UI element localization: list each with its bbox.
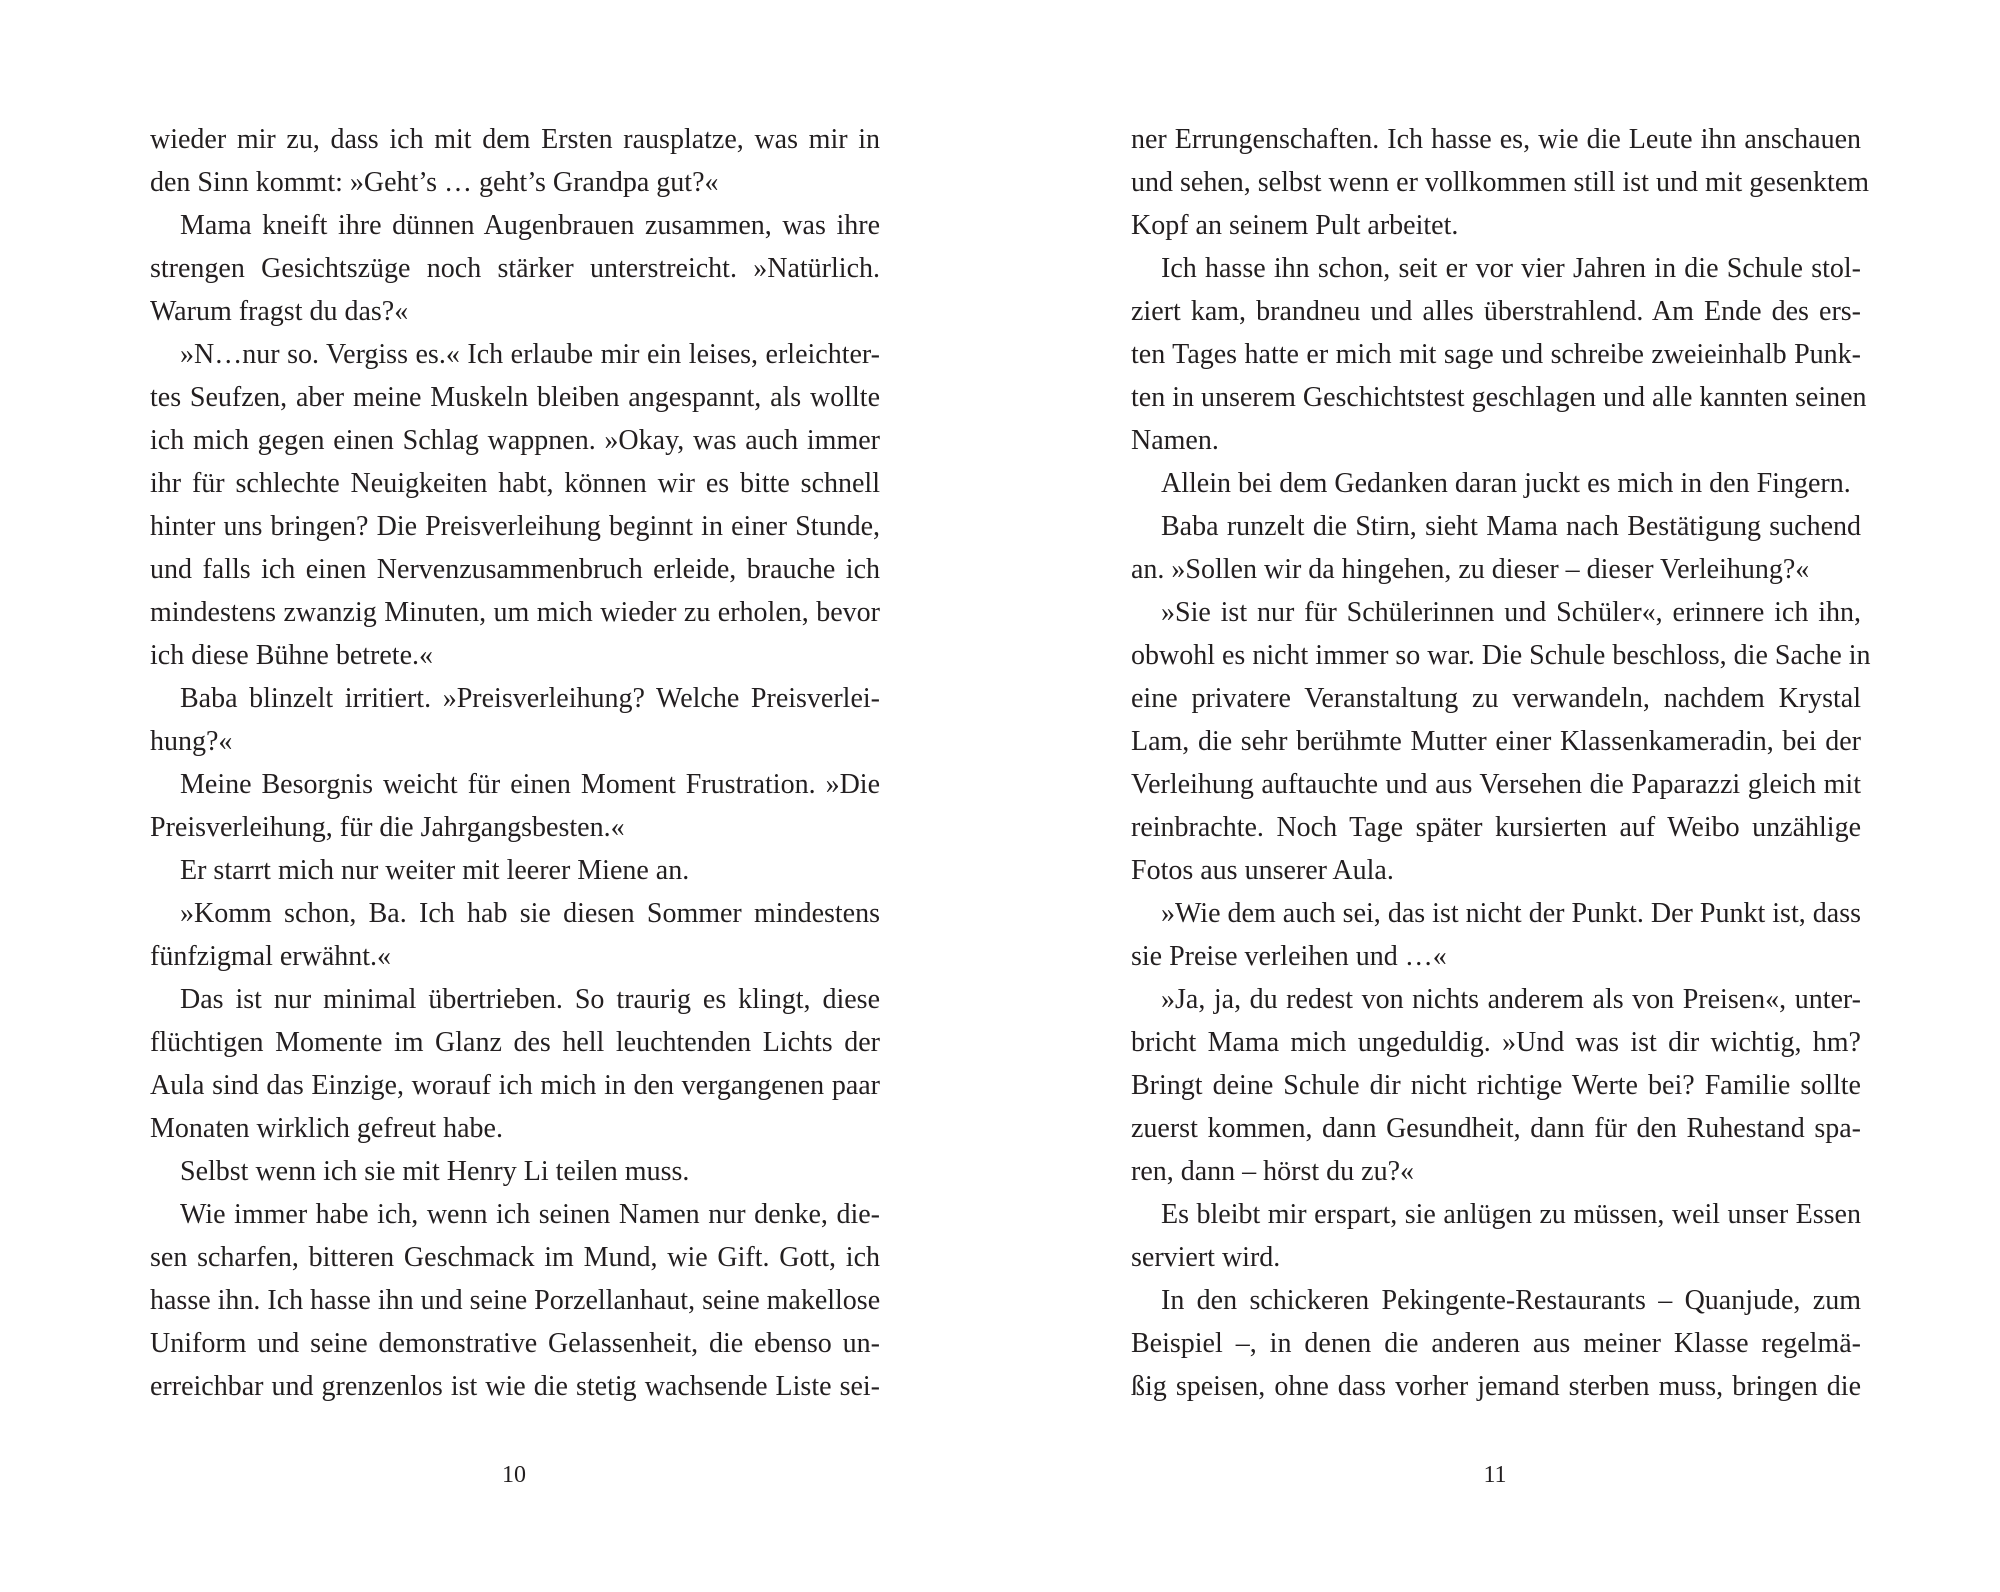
page-number-right: 11 — [1483, 1462, 1507, 1488]
left-page — [150, 118, 880, 1408]
text-line: Uniform und seine demonstrative Gelassenheit, die ebenso un- — [150, 1328, 880, 1359]
text-line: sie Preise verleihen und …« — [1131, 941, 1447, 972]
text-line: und sehen, selbst wenn er vollkommen still ist und mit gesenktem — [1131, 167, 1870, 198]
text-line: bricht Mama mich ungeduldig. »Und was ist dir wichtig, hm? — [1131, 1027, 1861, 1058]
text-line: Kopf an seinem Pult arbeitet. — [1131, 210, 1459, 241]
right-page — [1131, 118, 1871, 1408]
text-line: an. »Sollen wir da hingehen, zu dieser – dieser Verleihung?« — [1131, 554, 1810, 585]
text-line: »N…nur so. Vergiss es.« Ich erlaube mir ein leises, erleichter- — [180, 339, 880, 370]
text-line: sen scharfen, bitteren Geschmack im Mund, wie Gift. Gott, ich — [150, 1242, 880, 1273]
text-line: »Sie ist nur für Schülerinnen und Schüler«, erinnere ich ihn, — [1161, 597, 1861, 628]
text-line: ner Errungenschaften. Ich hasse es, wie die Leute ihn anschauen — [1131, 124, 1861, 155]
text-line: Monaten wirklich gefreut habe. — [150, 1113, 503, 1144]
text-line: »Komm schon, Ba. Ich hab sie diesen Sommer mindestens — [180, 898, 880, 929]
text-line: mindestens zwanzig Minuten, um mich wieder zu erholen, bevor — [150, 597, 880, 628]
text-line: den Sinn kommt: »Geht’s … geht’s Grandpa gut?« — [150, 167, 719, 198]
text-line: hung?« — [150, 726, 233, 757]
text-line: Wie immer habe ich, wenn ich seinen Namen nur denke, die- — [180, 1199, 880, 1230]
text-line: ten Tages hatte er mich mit sage und schreibe zweieinhalb Punk- — [1131, 339, 1861, 370]
text-line: Allein bei dem Gedanken daran juckt es mich in den Fingern. — [1161, 468, 1851, 499]
text-line: fünfzigmal erwähnt.« — [150, 941, 392, 972]
text-line: obwohl es nicht immer so war. Die Schule beschloss, die Sache in — [1131, 640, 1871, 671]
text-line: reinbrachte. Noch Tage später kursierten auf Weibo unzählige — [1131, 812, 1861, 843]
text-line: hasse ihn. Ich hasse ihn und seine Porzellanhaut, seine makellose — [150, 1285, 881, 1316]
text-line: Selbst wenn ich sie mit Henry Li teilen muss. — [180, 1156, 690, 1187]
text-line: Baba runzelt die Stirn, sieht Mama nach Bestätigung suchend — [1161, 511, 1861, 542]
text-line: Fotos aus unserer Aula. — [1131, 855, 1394, 886]
text-line: strengen Gesichtszüge noch stärker unterstreicht. »Natürlich. — [150, 253, 880, 284]
text-line: Es bleibt mir erspart, sie anlügen zu müssen, weil unser Essen — [1161, 1199, 1861, 1230]
text-line: Namen. — [1131, 425, 1219, 456]
text-line: tes Seufzen, aber meine Muskeln bleiben angespannt, als wollte — [150, 382, 880, 413]
text-line: »Wie dem auch sei, das ist nicht der Punkt. Der Punkt ist, dass — [1161, 898, 1861, 929]
text-line: Ich hasse ihn schon, seit er vor vier Jahren in die Schule stol- — [1161, 253, 1861, 284]
text-line: Das ist nur minimal übertrieben. So traurig es klingt, diese — [180, 984, 880, 1015]
text-line: ten in unserem Geschichtstest geschlagen und alle kannten seinen — [1131, 382, 1867, 413]
text-line: Preisverleihung, für die Jahrgangsbesten.« — [150, 812, 625, 843]
text-line: ßig speisen, ohne dass vorher jemand sterben muss, bringen die — [1131, 1371, 1861, 1402]
text-line: zuerst kommen, dann Gesundheit, dann für den Ruhestand spa- — [1131, 1113, 1861, 1144]
text-line: serviert wird. — [1131, 1242, 1281, 1273]
text-line: hinter uns bringen? Die Preisverleihung beginnt in einer Stunde, — [150, 511, 880, 542]
text-line: Beispiel –, in denen die anderen aus meiner Klasse regelmä- — [1131, 1328, 1861, 1359]
text-line: Baba blinzelt irritiert. »Preisverleihung? Welche Preisverlei- — [180, 683, 880, 714]
text-line: erreichbar und grenzenlos ist wie die stetig wachsende Liste sei- — [150, 1371, 880, 1402]
text-line: Er starrt mich nur weiter mit leerer Miene an. — [180, 855, 690, 886]
text-line: »Ja, ja, du redest von nichts anderem als von Preisen«, unter- — [1161, 984, 1861, 1015]
text-line: Aula sind das Einzige, worauf ich mich in den vergangenen paar — [150, 1070, 880, 1101]
text-line: flüchtigen Momente im Glanz des hell leuchtenden Lichts der — [150, 1027, 880, 1058]
text-line: und falls ich einen Nervenzusammenbruch erleide, brauche ich — [150, 554, 880, 585]
text-line: In den schickeren Pekingente-Restaurants – Quanjude, zum — [1161, 1285, 1861, 1316]
text-line: ziert kam, brandneu und alles überstrahlend. Am Ende des ers- — [1131, 296, 1861, 327]
text-line: Verleihung auftauchte und aus Versehen die Paparazzi gleich mit — [1131, 769, 1861, 800]
text-line: ihr für schlechte Neuigkeiten habt, können wir es bitte schnell — [150, 468, 880, 499]
text-line: ren, dann – hörst du zu?« — [1131, 1156, 1415, 1187]
text-line: Lam, die sehr berühmte Mutter einer Klassenkameradin, bei der — [1131, 726, 1861, 757]
text-line: ich diese Bühne betrete.« — [150, 640, 434, 671]
text-line: eine privatere Veranstaltung zu verwandeln, nachdem Krystal — [1131, 683, 1861, 714]
text-line: ich mich gegen einen Schlag wappnen. »Okay, was auch immer — [150, 425, 880, 456]
text-line: Bringt deine Schule dir nicht richtige Werte bei? Familie sollte — [1131, 1070, 1861, 1101]
text-line: Warum fragst du das?« — [150, 296, 409, 327]
page-number-left: 10 — [502, 1462, 526, 1488]
text-line: Mama kneift ihre dünnen Augenbrauen zusammen, was ihre — [180, 210, 880, 241]
text-line: Meine Besorgnis weicht für einen Moment Frustration. »Die — [180, 769, 880, 800]
text-line: wieder mir zu, dass ich mit dem Ersten rausplatze, was mir in — [150, 124, 880, 155]
